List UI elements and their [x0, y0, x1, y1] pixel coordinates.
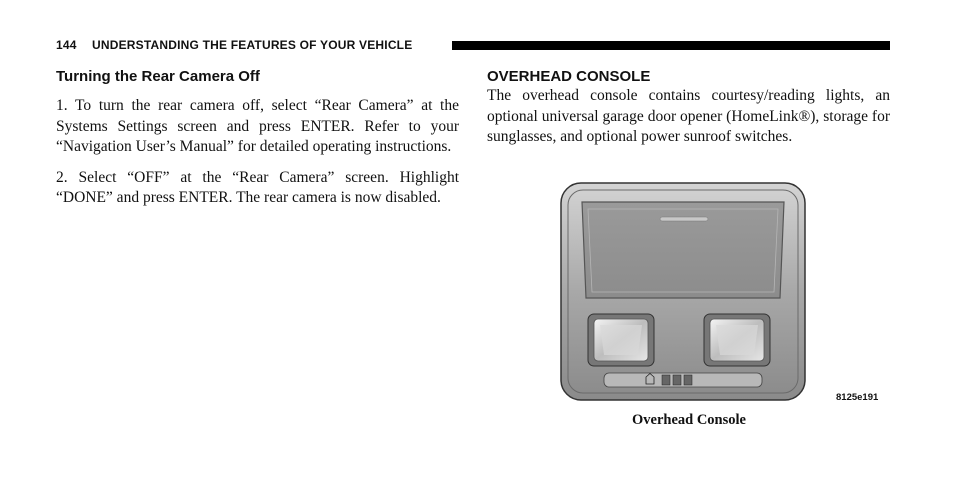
homelink-button-1 [662, 375, 670, 385]
switch-bar [604, 373, 762, 387]
sunglasses-storage-door [582, 202, 784, 298]
reading-light-left [588, 314, 654, 366]
overhead-console-illustration [560, 182, 806, 402]
reading-light-right [704, 314, 770, 366]
section-heading-overhead-console: OVERHEAD CONSOLE [487, 68, 651, 85]
paragraph-step-2: 2. Select “OFF” at the “Rear Camera” screen. Highlight “DONE” and press ENTER. The rear camera is now disabled. [56, 168, 459, 206]
page-header [56, 38, 890, 54]
paragraph-overhead-console: The overhead console contains courtesy/reading lights, an optional universal garage door opener (HomeLink®), storage for sunglasses, and optional power sunroof switches. [487, 87, 890, 145]
figure-caption: Overhead Console [632, 412, 746, 428]
page-number: 144 [56, 38, 77, 52]
figure-code: 8125e191 [836, 392, 879, 403]
header-rule [452, 41, 890, 50]
section-heading-rear-camera: Turning the Rear Camera Off [56, 68, 260, 85]
left-column [56, 68, 459, 219]
paragraph-step-1: 1. To turn the rear camera off, select “Rear Camera” at the Systems Settings screen and press ENTER. Refer to your “Navigation User’s Manual” for detailed operating instructions. [56, 97, 459, 155]
storage-door-latch [660, 217, 708, 221]
homelink-button-2 [673, 375, 681, 385]
right-column [487, 68, 890, 148]
chapter-title: UNDERSTANDING THE FEATURES OF YOUR VEHICLE [92, 38, 413, 52]
homelink-button-3 [684, 375, 692, 385]
